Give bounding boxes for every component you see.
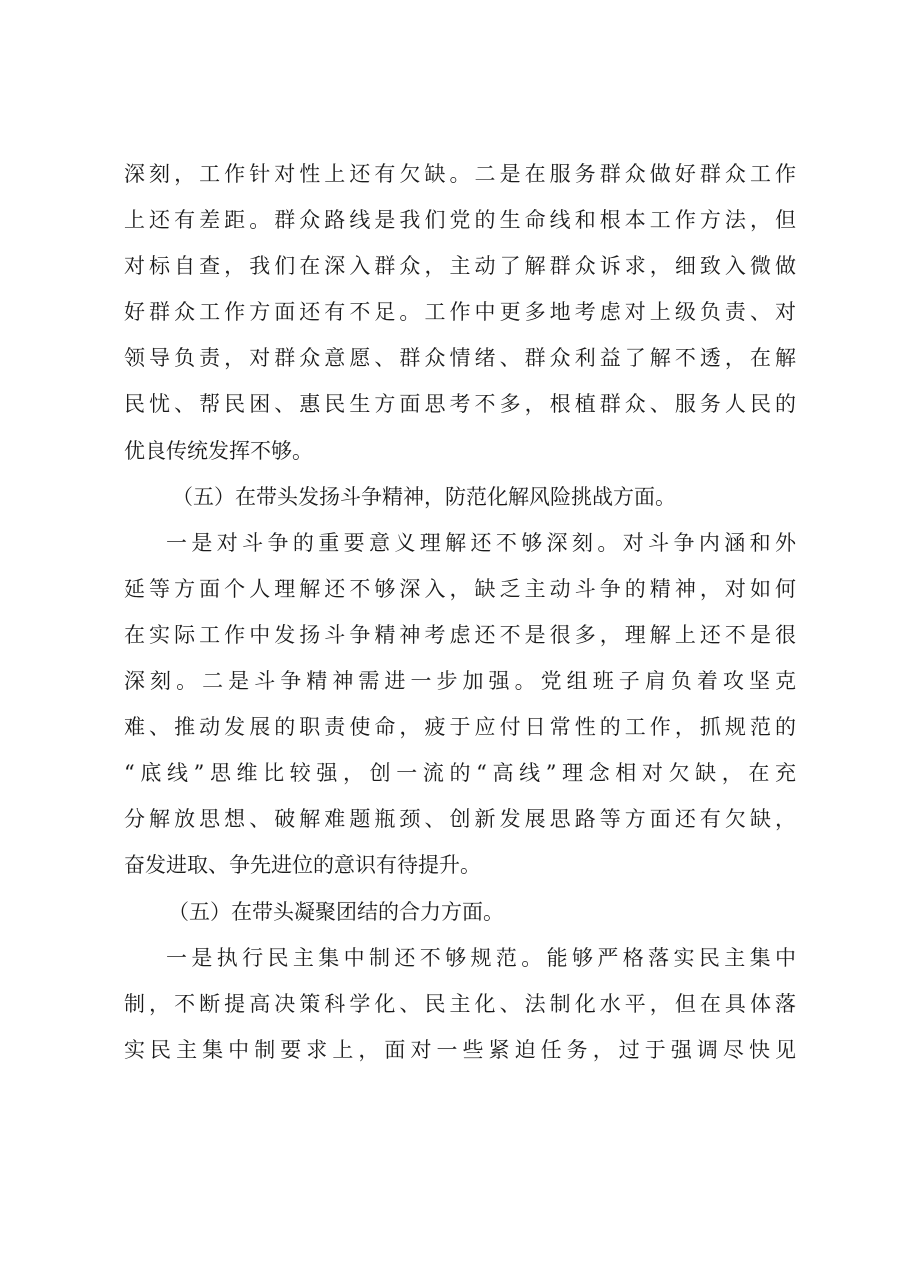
- paragraph-first-line: 一是执行民主集中制还不够规范。能够严格落实民主集中: [166, 945, 796, 970]
- section-heading: （五）在带头凝聚团结的合力方面。: [168, 899, 504, 924]
- text-line: 难、推动发展的职责使命，疲于应付日常性的工作，抓规范的: [124, 715, 796, 740]
- text-line: 分解放思想、破解难题瓶颈、创新发展思路等方面还有欠缺，: [124, 807, 796, 832]
- text-line: 深刻，工作针对性上还有欠缺。二是在服务群众做好群众工作: [124, 162, 796, 186]
- section-heading: （五）在带头发扬斗争精神，防范化解风险挑战方面。: [172, 484, 676, 509]
- text-line: 延等方面个人理解还不够深入，缺乏主动斗争的精神，对如何: [124, 576, 796, 601]
- text-line: 领导负责，对群众意愿、群众情绪、群众利益了解不透，在解: [124, 346, 796, 371]
- text-line: 在实际工作中发扬斗争精神考虑还不是很多，理解上还不是很: [124, 622, 796, 647]
- paragraph-first-line: 一是对斗争的重要意义理解还不够深刻。对斗争内涵和外: [166, 530, 796, 555]
- text-line: 对标自查，我们在深入群众，主动了解群众诉求，细致入微做: [124, 254, 796, 279]
- text-line: 奋发进取、争先进位的意识有待提升。: [124, 853, 481, 878]
- text-line: 上还有差距。群众路线是我们党的生命线和根本工作方法，但: [124, 208, 796, 233]
- text-line: 好群众工作方面还有不足。工作中更多地考虑对上级负责、对: [124, 300, 796, 325]
- text-line: 民忧、帮民困、惠民生方面思考不多，根植群众、服务人民的: [124, 392, 796, 417]
- text-line: 实民主集中制要求上，面对一些紧迫任务，过于强调尽快见: [124, 1037, 796, 1062]
- text-line: 制，不断提高决策科学化、民主化、法制化水平，但在具体落: [124, 991, 796, 1016]
- text-line: “底线”思维比较强，创一流的“高线”理念相对欠缺，在充: [124, 761, 796, 786]
- document-body: [124, 151, 796, 1073]
- text-line: 优良传统发挥不够。: [124, 438, 313, 463]
- text-line: 深刻。二是斗争精神需进一步加强。党组班子肩负着攻坚克: [124, 669, 796, 694]
